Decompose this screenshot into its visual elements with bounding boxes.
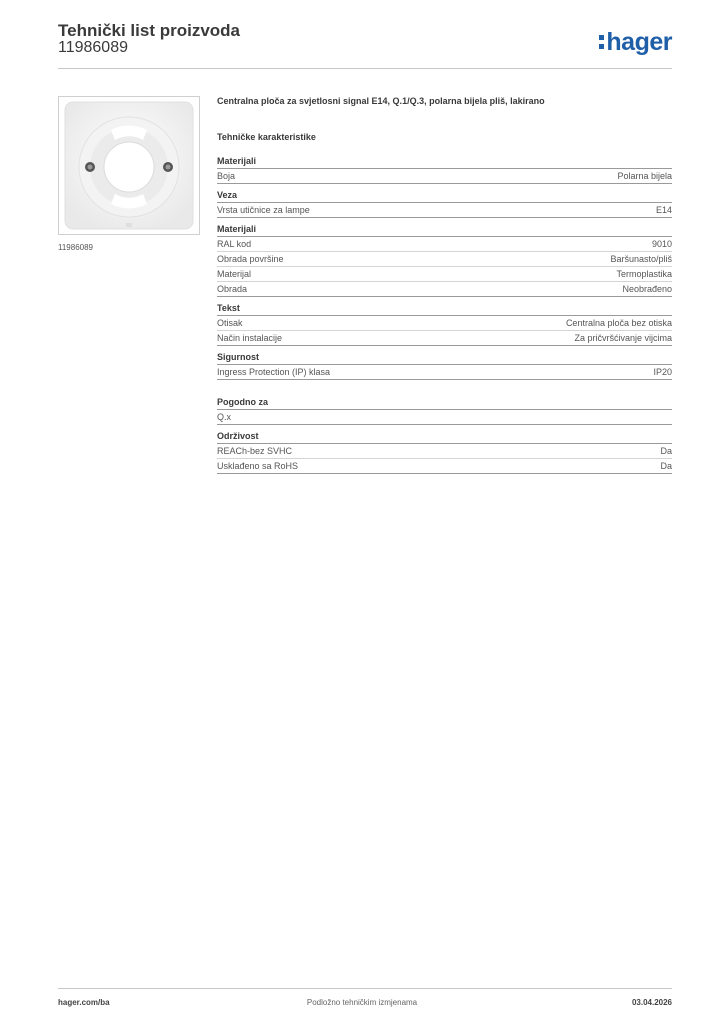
spec-value: Baršunasto/pliš <box>610 254 672 264</box>
spec-row <box>217 316 672 331</box>
section-title: Veza <box>217 190 672 203</box>
section-materials-2 <box>217 224 672 297</box>
spec-value: Termoplastika <box>616 269 672 279</box>
section-suitable-for <box>217 397 672 425</box>
spec-label: Q.x <box>217 412 232 422</box>
spec-row <box>217 331 672 346</box>
footer-date: 03.04.2026 <box>631 998 672 1007</box>
spec-value: Da <box>660 446 672 456</box>
logo-text: hager <box>606 28 672 56</box>
product-image <box>58 96 200 235</box>
spec-value: Za pričvršćivanje vijcima <box>574 333 672 343</box>
spec-value: 9010 <box>651 239 672 249</box>
section-title: Materijali <box>217 224 672 237</box>
footer-divider <box>58 988 672 989</box>
spec-value: E14 <box>655 205 672 215</box>
spec-value: Neobrađeno <box>622 284 672 294</box>
spec-row <box>217 444 672 459</box>
section-title: Materijali <box>217 156 672 169</box>
section-title: Pogodno za <box>217 397 672 410</box>
image-caption: 11986089 <box>58 243 93 252</box>
spec-label: Boja <box>217 171 236 181</box>
spec-value: Da <box>660 461 672 471</box>
spec-label: Obrada <box>217 284 248 294</box>
footer-disclaimer: Podložno tehničkim izmjenama <box>306 998 418 1007</box>
footer-website-link[interactable]: hager.com/ba <box>58 998 110 1007</box>
section-sustainability <box>217 431 672 474</box>
spec-label: Vrsta utičnice za lampe <box>217 205 310 215</box>
spec-row <box>217 237 672 252</box>
page-title: Tehnički list proizvoda <box>58 21 240 40</box>
section-text <box>217 303 672 346</box>
spec-label: Materijal <box>217 269 252 279</box>
spec-row <box>217 282 672 297</box>
section-title: Održivost <box>217 431 672 444</box>
spec-row <box>217 169 672 184</box>
spec-value: Polarna bijela <box>617 171 672 181</box>
section-safety <box>217 352 672 380</box>
header-divider <box>58 68 672 69</box>
hager-logo[interactable] <box>599 28 672 56</box>
logo-dots-icon <box>599 31 604 53</box>
spec-row <box>217 410 672 425</box>
spec-row <box>217 203 672 218</box>
spec-value: IP20 <box>653 367 672 377</box>
spec-label: Obrada površine <box>217 254 284 264</box>
section-materials-1 <box>217 156 672 184</box>
spec-row <box>217 365 672 380</box>
tech-characteristics-heading: Tehničke karakteristike <box>217 132 316 142</box>
section-title: Tekst <box>217 303 672 316</box>
spec-panel <box>217 95 672 480</box>
spec-label: Ingress Protection (IP) klasa <box>217 367 331 377</box>
product-description: Centralna ploča za svjetlosni signal E14, Q.1/Q.3, polarna bijela pliš, lakirano <box>217 96 545 106</box>
spec-label: Način instalacije <box>217 333 283 343</box>
section-title: Sigurnost <box>217 352 672 365</box>
section-connection <box>217 190 672 218</box>
product-code: 11986089 <box>58 39 128 56</box>
spec-row <box>217 267 672 282</box>
spec-label: Usklađeno sa RoHS <box>217 461 299 471</box>
spec-value: Centralna ploča bez otiska <box>565 318 672 328</box>
spec-label: RAL kod <box>217 239 252 249</box>
spec-label: REACh-bez SVHC <box>217 446 293 456</box>
spec-row <box>217 252 672 267</box>
spec-row <box>217 459 672 474</box>
product-plate-icon <box>59 97 199 234</box>
spec-label: Otisak <box>217 318 243 328</box>
